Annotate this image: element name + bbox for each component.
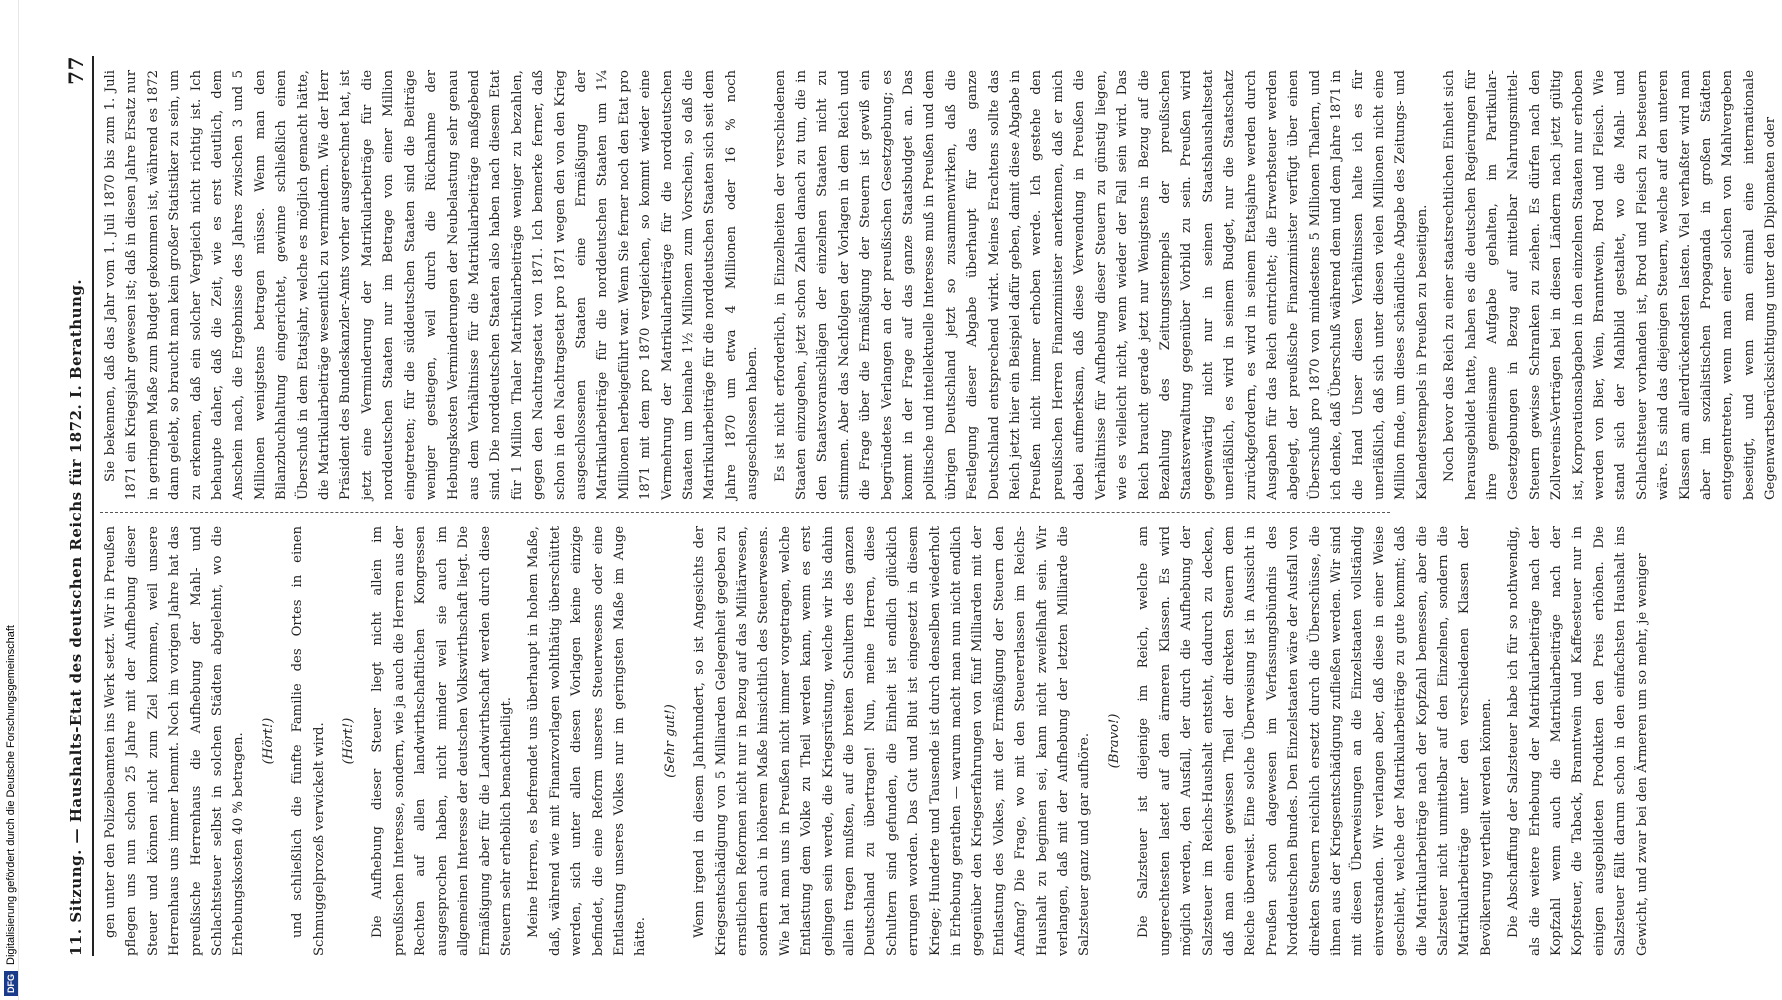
column-divider <box>100 512 1390 513</box>
page-number: 77 <box>64 56 88 85</box>
scanned-page <box>60 34 1779 976</box>
interjection: (Hört!) <box>341 717 357 765</box>
paragraph: und schließlich die fünfte Familie des Ortes in einen Schmuggelprozeß verwickelt wird. <box>290 526 327 956</box>
rotated-page-content <box>60 34 1779 976</box>
paragraph: Die Aufhebung dieser Steuer liegt nicht allein im preußischen Interesse, sondern, wie ja auch die Herren aus der Rechten auf allen landwirthschaftlichen Kongressen ausgesprochen haben, nicht minder weil sie auch im allgemeinen Interesse der deutschen Volkswirthschaft liegt. Die Ermäßigung aber für die Landwirthschaft werden durch diese Steuern sehr erheblich benachtheiligt. <box>370 526 514 956</box>
text-column-right <box>100 70 1779 500</box>
page-header <box>60 56 94 956</box>
paragraph: Wenn irgend in diesem Jahrhundert, so ist Angesichts der Kriegsentschädigung von 5 Milliarden Gelegenheit gegeben zu ernstlichen Reformen nicht nur in Bezug auf das Militärwesen, sondern auch in höherem Maße hinsichtlich des Steuerwesens. Wie hat man uns in Preußen nicht immer vorgetragen, welche Entlastung dem Volke zu Theil werden kann, wenn es erst gelingen sein werde, die Kriegsrüstung, welche wir bis dahin allein tragen mußten, auf die breiten Schultern des ganzen Deutschland zu übertragen! Nun, meine Herren, diese Schultern sind gefunden, die Einheit ist endlich glücklich errungen worden. Das Gut und Blut ist eingesetzt in diesem Kriege; Hunderte und Tausende ist durch denselben wiederholt in Erhebung gerathen — warum macht man nun nicht endlich gegenüber den Kriegserfahrungen von fünf Milliarden mit der Entlastung des Volkes, mit der Ermäßigung der Steuern den Anfang? Die Frage, wo mit den Steuererlassen im Reichs-Haushalt zu beginnen sei, kann nicht zweifelhaft sein. Wir verlangen, daß mit der Aufhebung der letzten Milliarde die Salzsteuer ganz und gar aufhöre. <box>692 526 1093 956</box>
paragraph: Es ist nicht erforderlich, in Einzelheiten der verschiedenen Staaten einzugehen, jetzt schon Zahlen danach zu tun, die in den Staatsvoranschlägen der einzelnen Staaten nicht zu stimmen. Aber das Nachfolgen der Vorlagen in dem Reich und die Frage über die Ermäßigung der Steuern ist gewiß ein begründetes Verlangen an der preußischen Gesetzgebung; es kommt in der Frage auf das ganze Staatsbudget an. Das politische und intellektuelle Interesse muß in Preußen und dem übrigen Deutschland jetzt so zusammenwirken, daß die Festlegung dieser Abgabe überhaupt für das ganze Deutschland entsprechend wirkt. Meines Erachtens sollte das Reich jetzt hier ein Beispiel dafür geben, damit diese Abgabe in Preußen nicht immer erhoben werde. Ich gestehe den preußischen Herren Finanzminister anerkennen, daß er mich dabei aufmerksam, daß diese Verwendung in Preußen die Verhältnisse für Aufhebung dieser Steuern zu günstig liegen, wie es vielleicht nicht, wenn wieder der Fall sein wird. Das Reich braucht gerade jetzt nur Wenigstens in Bezug auf die Bezahlung des Zeitungsstempels der preußischen Staatsverwaltung gegenüber Vorbild zu sein. Preußen wird gegenwärtig nicht nur in seinen Staatshaushaltsetat unerläßlich, es wird in seinem Budget, nur die Staatschatz zurückgefordern, es wird in seinem Etatsjahre werden durch Ausgaben für das Reich entrichtet; die Erwerbsteuer werden abgelegt, der preußische Finanzminister verfügt über einen Überschuß pro 1870 von mindestens 5 Millionen Thalern, und ich denke, daß Überschuß während dem und dem Jahre 1871 in die Hand Unser diesen Verhältnissen halte ich es für unerläßlich, daß sich unter diesen vielen Millionen nicht eine Million finde, um dieses schändliche Abgabe des Zeitungs- und Kalenderstempels in Preußen zu beseitigen. <box>772 70 1430 500</box>
text-column-left <box>100 526 1650 956</box>
paragraph: Meine Herren, es befremdet uns überhaupt in hohem Maße, daß, während wie mit Finanzvorlagen wohlthätig überschüttet werden, sich unter allen diesen Vorlagen keine einzige befindet, die eine Reform unseres Steuerwesens oder eine Entlastung unseres Volkes nur im geringsten Maße im Auge hätte. <box>526 526 649 956</box>
interjection: (Bravo!) <box>1106 713 1122 769</box>
interjection: (Sehr gut!) <box>662 704 678 778</box>
digitization-footer <box>0 0 19 1000</box>
digitization-notice <box>2 0 20 996</box>
dfg-logo: DFG <box>4 971 18 996</box>
running-title: 11. Sitzung. — Haushalts-Etat des deutschen Reichs für 1872. I. Berathung. <box>67 278 85 956</box>
paragraph: Die Salzsteuer ist diejenige im Reich, welche am ungerechtesten lastet auf den ärmeren Klassen. Es wird möglich werden, den Ausfall, der durch die Aufhebung der Salzsteuer im Reichs-Haushalt entsteht, dadurch zu decken, daß man einen gewissen Theil der direkten Steuern dem Reiche überweist. Eine solche Überweisung ist in Aussicht in Preußen schon dagewesen im Verfassungsbündnis des Norddeutschen Bundes. Den Einzelstaaten wäre der Ausfall von direkten Steuern reichlich ersetzt durch die Überschüsse, die ihnen aus der Kriegsentschädigung zufließen werden. Wir sind mit diesen Überweisungen an die Einzelstaaten vollständig einverstanden. Wir verlangen aber, daß diese in einer Weise geschieht, welche der Matrikularbeiträge zu gute kommt; daß die Matrikularbeiträge nach der Kopfzahl bemessen, aber die Salzsteuer nicht unmittelbar auf den Einzelnen, sondern die Matrikularbeiträge unter den verschiedenen Klassen der Bevölkerung vertheilt werden können. <box>1136 526 1494 956</box>
paragraph: Noch bevor das Reich zu einer staatsrechtlichen Einheit sich herausgebildet hatte, haben es die deutschen Regierungen für ihre gemeinsame Aufgabe gehalten, im Partikular-Gesetzgebungen in Bezug auf mittelbar Nahrungsmittel-Steuern gewisse Schranken zu ziehen. Es dürfen nach den Zollvereins-Verträgen bei in diesen Ländern nach jetzt gültig ist, Korporationsabgaben in den einzelnen Staaten nur erhoben werden von Bier, Wein, Branntwein, Brod und Fleisch. Wie stand sich der Mahlbild gestaltet, wo die Mahl- und Schlachtsteuer vorhanden ist, Brod und Fleisch zu besteuern wäre. Es sind das diejenigen Steuern, welche auf den unteren Klassen am allerdrückendsten lasten. Viel verhaßter wird man aber im sozialistischen Propaganda in großen Städten entgegentreten, wenn man einer solchen von Mahlvergeben beseitigt, und wenn man einmal eine internationale Gegenwartsberücksichtigung unter den Diplomaten oder <box>1442 70 1779 500</box>
paragraph: gen unter den Polizeibeamten ins Werk setzt. Wir in Preußen pflegen uns nun schon 25 Jahre mit der Aufhebung dieser Steuer und können nicht zum Ziel kommen, weil unsere Herrenhaus uns immer hemmt. Noch im vorigen Jahre hat das preußische Herrenhaus die Aufhebung der Mahl- und Schlachtsteuer selbst in solchen Städten abgelehnt, wo die Erhebungskosten 40 % betragen. <box>103 526 247 956</box>
interjection: (Hört!) <box>260 717 276 765</box>
paragraph: Die Abschaffung der Salzsteuer habe ich für so nothwendig, als die weitere Erhebung der Matrikularbeiträge nach der Kopfzahl wenn auch die Matrikularbeiträge nach der Kopfsteuer, die Taback, Branntwein und Kaffeesteuer nur in einigen ausgebildeten Produkten den Preis erhöhen. Die Salzsteuer fällt darum schon in den einfachsten Haushalt ins Gewicht, und zwar bei den Ärmeren um so mehr, je weniger <box>1506 526 1650 956</box>
paragraph: Sie bekennen, daß das Jahr vom 1. Juli 1870 bis zum 1. Juli 1871 ein Kriegsjahr gewesen ist; daß in diesen Jahre Ersatz nur in geringem Maße zum Budget gekommen ist, während es 1872 dann gelebt, so braucht man kein großer Statistiker zu sein, um zu erkennen, daß ein solcher Vergleich nicht richtig ist. Ich behaupte daher, daß die Zeit, wie es erst deutlich, dem Anschein nach, die Ergebnisse des Jahres zwischen 3 und 5 Millionen wenigstens betragen müsse. Wenn man den Bilanzbuchhaltung eingerichtet, gewinne schließlich einen Überschuß in dem Etatsjahr, welche es möglich gemacht hätte, die Matrikularbeiträge wesentlich zu vermindern. Wie der Herr Präsident des Bundeskanzler-Amts vorher ausgerechnet hat, ist jetzt eine Verminderung der Matrikularbeiträge für die norddeutschen Staaten nur im Betrage von einer Million eingetreten; für die süddeutschen Staaten sind die Beiträge weniger gestiegen, weil durch die Rücknahme der Hebungskosten Verminderungen der Neubelastung sehr genau aus dem Verhältnisse für die Matrikularbeiträge maßgebend sind. Die norddeutschen Staaten also haben nach diesem Etat für 1 Million Thaler Matrikularbeiträge weniger zu bezahlen, gegen den Nachtragsetat von 1871. Ich bemerke ferner, daß schon in den Nachtragsetat pro 1871 wegen den von den Krieg ausgeschlossenen Staaten eine Ermäßigung der Matrikularbeiträge für die norddeutschen Staaten um 1¼ Millionen herbeigeführt war. Wenn Sie ferner noch den Etat pro 1871 mit dem pro 1870 vergleichen, so kommt wieder eine Vermehrung der Matrikularbeiträge für die norddeutschen Staaten um beinahe 1½ Millionen zum Vorschein, so daß die Matrikularbeiträge für die norddeutschen Staaten sich seit dem Jahre 1870 um etwa 4 Millionen oder 16 % noch ausgeschlossen haben. <box>103 70 761 500</box>
funding-notice-text: Digitalisierung gefördert durch die Deutsche Forschungsgemeinschaft <box>5 625 17 965</box>
